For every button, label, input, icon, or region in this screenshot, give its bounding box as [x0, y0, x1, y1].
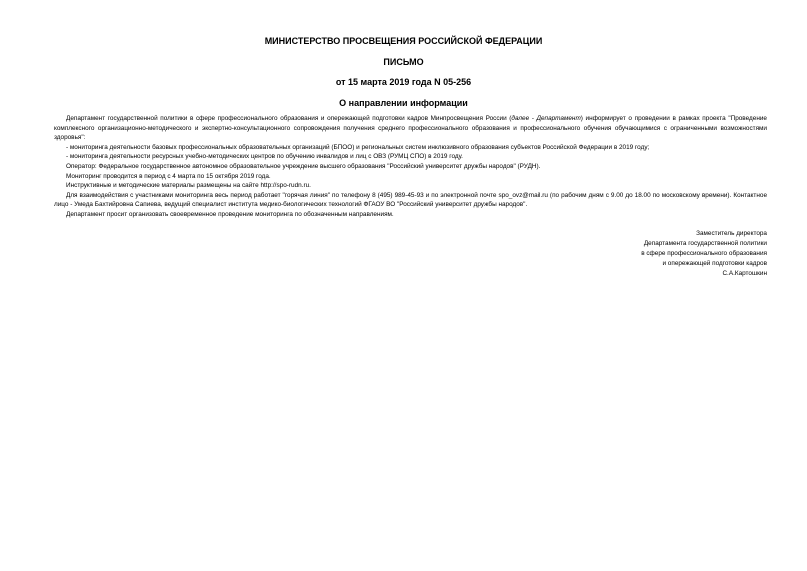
- intro-text-start: Департамент государственной политики в сфере профессионального образования и опережающей подготовки кадров Минпросвещения России (: [66, 115, 512, 122]
- paragraph-bullet-rumc: - мониторинга деятельности ресурсных учебно-методических центров по обучению инвалидов и лиц с ОВЗ (РУМЦ СПО) в 2019 году.: [66, 153, 463, 161]
- signature-department: Департамента государственной политики: [643, 240, 767, 247]
- paragraph-request: Департамент просит организовать своевременное проведение мониторинга по обозначенным направлениям.: [66, 210, 394, 218]
- ministry-title: МИНИСТЕРСТВО ПРОСВЕЩЕНИЯ РОССИЙСКОЙ ФЕДЕРАЦИИ: [264, 36, 543, 46]
- signature-block: [641, 229, 767, 279]
- paragraph-period: Мониторинг проводится в период с 4 марта по 15 октября 2019 года.: [66, 172, 271, 180]
- document-date-number: от 15 марта 2019 года N 05-256: [335, 77, 472, 87]
- letter-body: [54, 114, 767, 220]
- paragraph-operator: Оператор: Федеральное государственное автономное образовательное учреждение высшего образования "Российский университет дружбы народов" (РУДН).: [66, 162, 541, 170]
- signature-training: и опережающей подготовки кадров: [662, 260, 767, 267]
- paragraph-hotline: Для взаимодействия с участниками мониторинга весь период работает "горячая линия" по телефону 8 (495) 989-45-93 и по электронной почте spo_ovz@mail.ru (по рабочим дням с 9.00 до 18.00 по московскому времени). Контактное лицо - Умеда Бахтийровна Сапиева, ведущий специалист института медико-биологических технологий ФГАОУ ВО "Российский университет дружбы народов".: [54, 191, 767, 209]
- document-subject: О направлении информации: [339, 98, 468, 108]
- signature-name: С.А.Картошкин: [722, 270, 767, 277]
- signature-position: Заместитель директора: [696, 230, 767, 237]
- document-type: ПИСЬМО: [383, 57, 424, 67]
- paragraph-intro: [54, 114, 767, 143]
- paragraph-bullet-bpoo: - мониторинга деятельности базовых профессиональных образовательных организаций (БПОО) и региональных систем инклюзивного образования субъектов Российской Федерации в 2019 году;: [66, 143, 650, 151]
- intro-text-italic: далее - Департамент: [511, 115, 581, 122]
- intro-text-end: ) информирует о проведении в рамках проекта "Проведение комплексного организационно-методического и экспертно-консультационного сопровождения получения среднего профессионального образования и профессионального обучения обучающимися с ограниченными возможностями здоровья":: [54, 115, 767, 142]
- paragraph-materials: Инструктивные и методические материалы размещены на сайте http://spo-rudn.ru.: [66, 182, 311, 190]
- signature-sphere: в сфере профессионального образования: [641, 250, 767, 257]
